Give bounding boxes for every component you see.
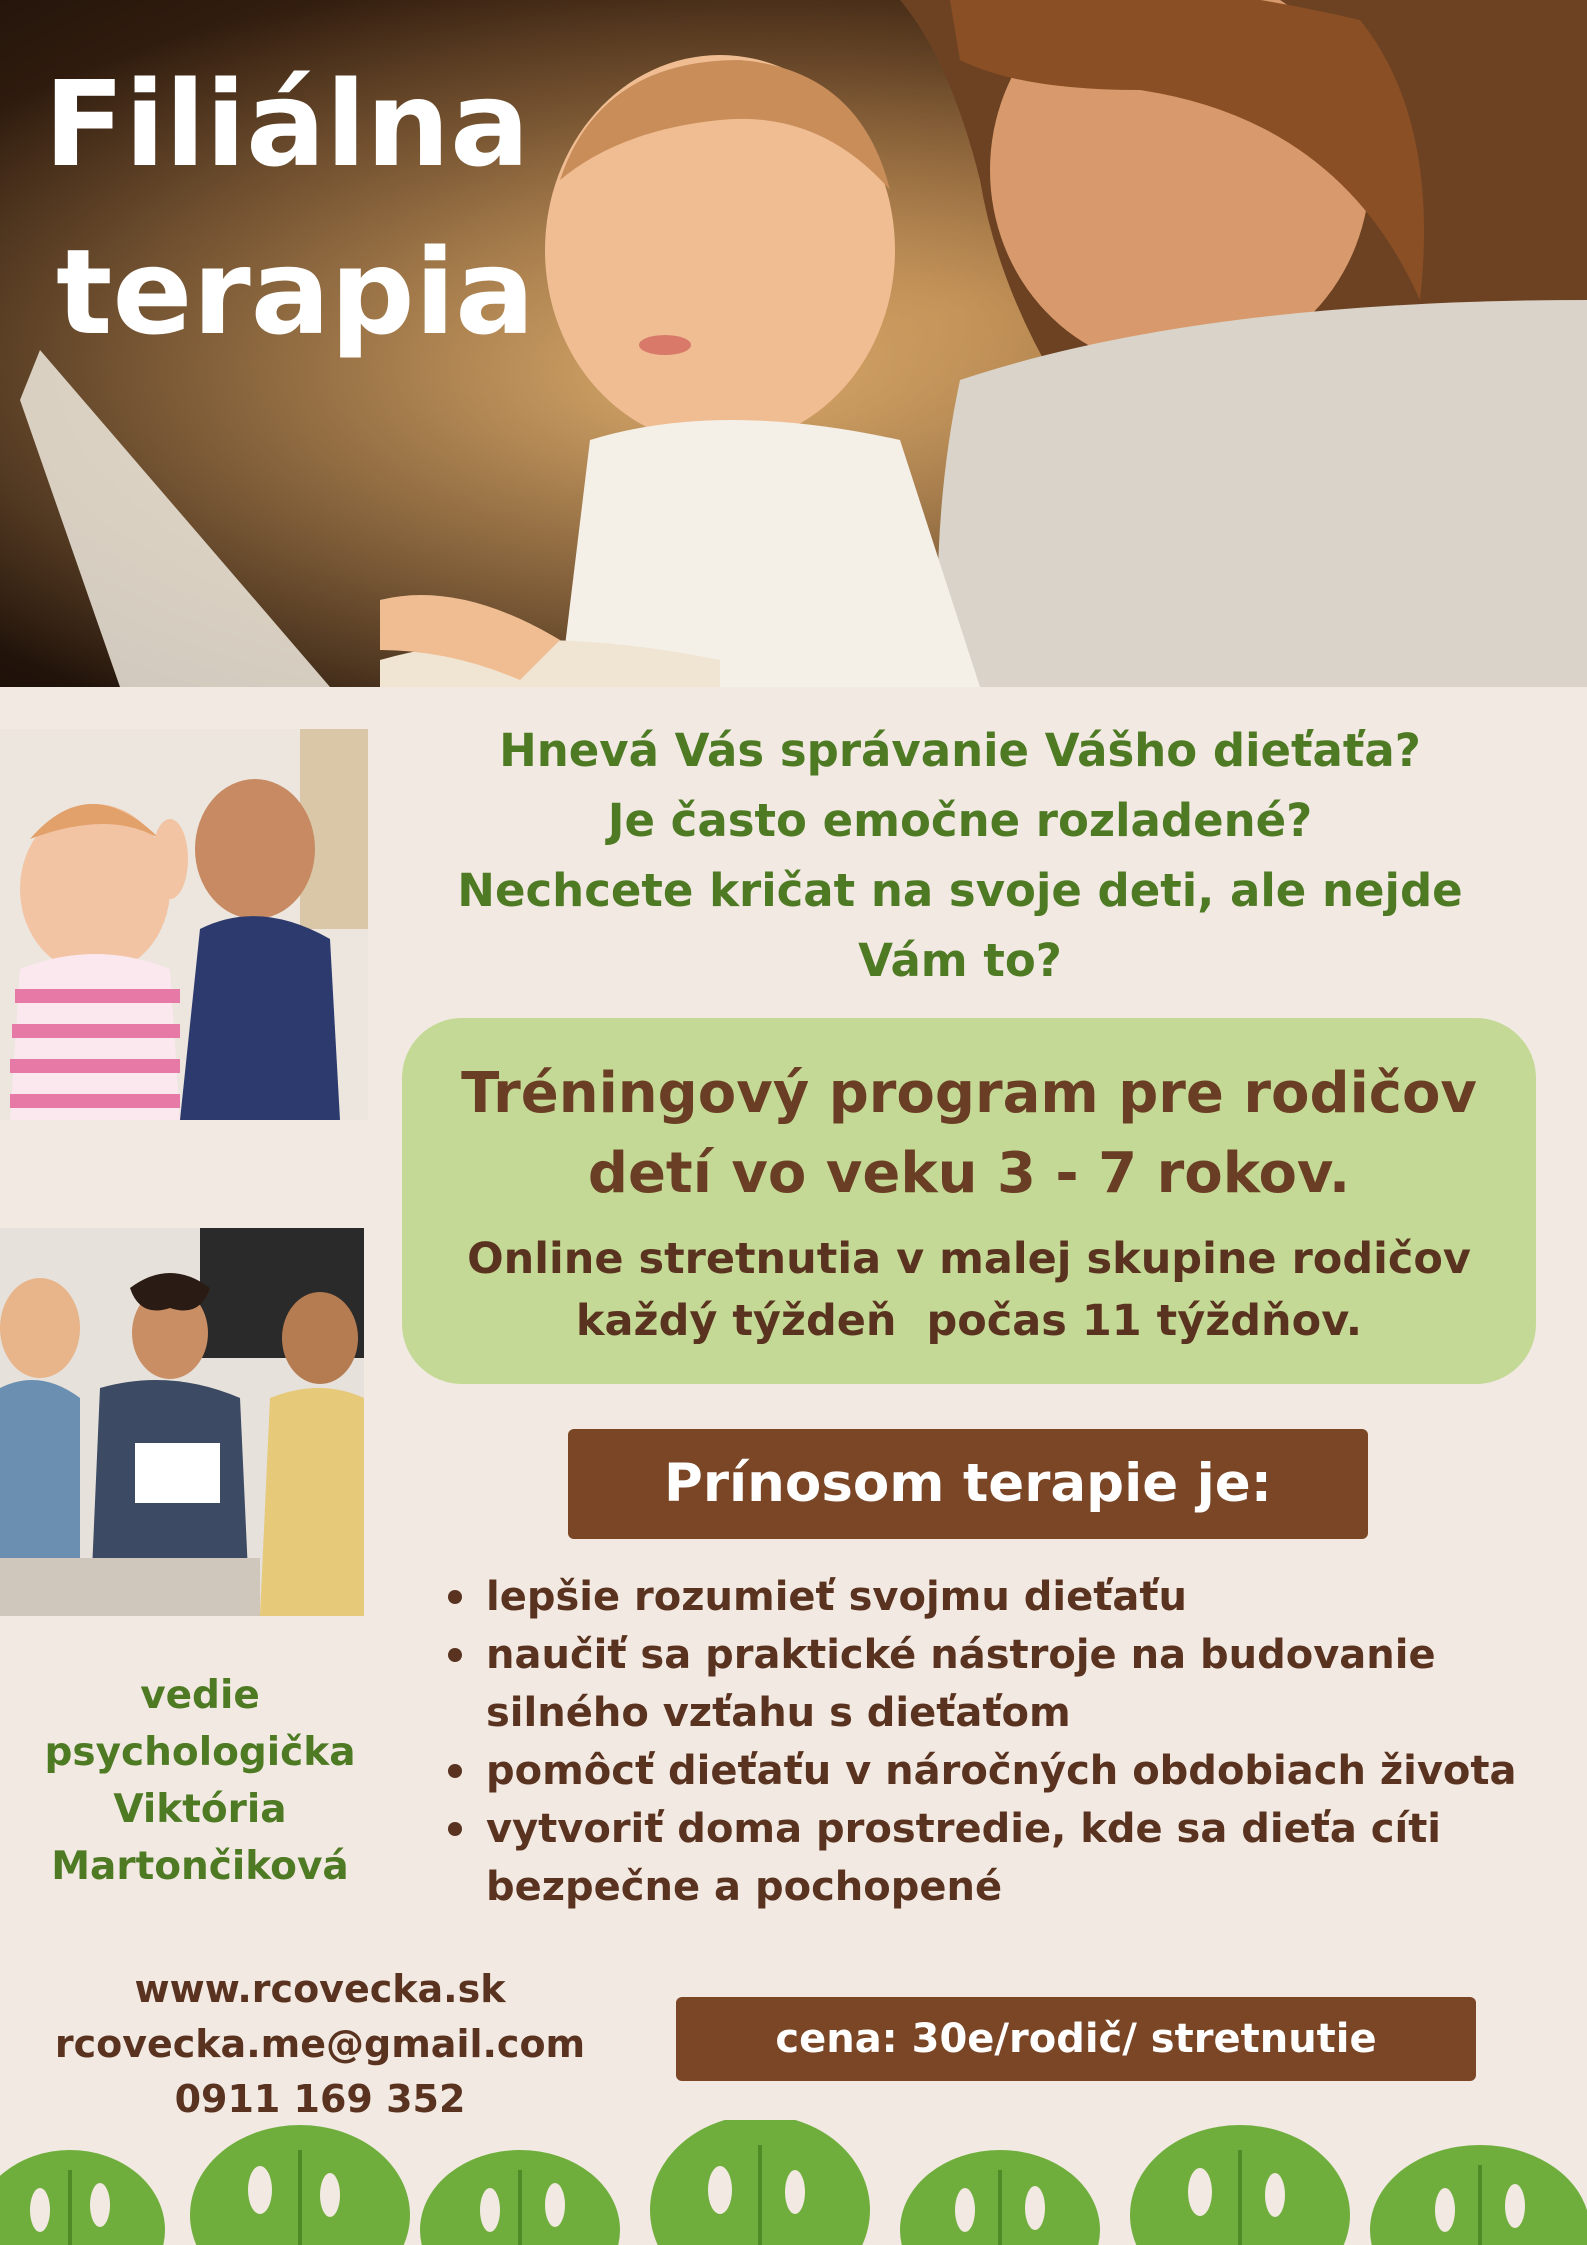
benefit-item: vytvoriť doma prostredie, kde sa dieťa cíti bezpečne a pochopené [440,1800,1466,1916]
program-title-line-1: Tréningový program pre rodičov [461,1061,1477,1126]
questions-block [410,716,1510,996]
price-badge: cena: 30e/rodič/ stretnutie [676,1997,1476,2081]
program-box [402,1018,1536,1384]
phone-number[interactable]: 0911 169 352 [174,2077,466,2121]
leader-first-name: Viktória [113,1787,287,1832]
hero-photo [0,0,1587,687]
program-title [402,1054,1536,1214]
question-4: Vám to? [858,934,1062,987]
leader-line-1: vedie [140,1673,260,1718]
program-subtitle [402,1228,1536,1352]
benefits-list [440,1568,1560,1916]
title-line-2: terapia [56,223,535,361]
email-link[interactable]: rcovecka.me@gmail.com [54,2022,586,2066]
poster-title [44,40,535,376]
child-photo [0,729,368,1120]
leader-last-name: Martončiková [51,1844,349,1889]
benefits-heading: Prínosom terapie je: [568,1429,1368,1539]
group-photo [0,1228,364,1616]
question-3: Nechcete kričat na svoje deti, ale nejde [457,864,1463,917]
program-title-line-2: detí vo veku 3 - 7 rokov. [587,1141,1351,1206]
psychologist-group-image [0,1228,364,1616]
leader-info [20,1667,380,1895]
contact-info [30,1962,610,2127]
benefit-item: pomôcť dieťaťu v náročných obdobiach života [440,1742,1560,1800]
website-link[interactable]: www.rcovecka.sk [134,1967,506,2011]
monstera-leaves-decoration [0,2120,1587,2245]
question-1: Hnevá Vás správanie Vášho dieťaťa? [499,724,1421,777]
program-sub-line-1: Online stretnutia v malej skupine rodičov [467,1234,1471,1284]
question-2: Je často emočne rozladené? [607,794,1313,847]
title-line-1: Filiálna [44,55,530,193]
benefit-item: lepšie rozumieť svojmu dieťaťu [440,1568,1560,1626]
child-with-mother-image [0,729,368,1120]
leader-role: psychologička [44,1730,356,1775]
benefit-item: naučiť sa praktické nástroje na budovanie silného vzťahu s dieťaťom [440,1626,1466,1742]
program-sub-line-2: každý týždeň počas 11 týždňov. [575,1296,1363,1346]
